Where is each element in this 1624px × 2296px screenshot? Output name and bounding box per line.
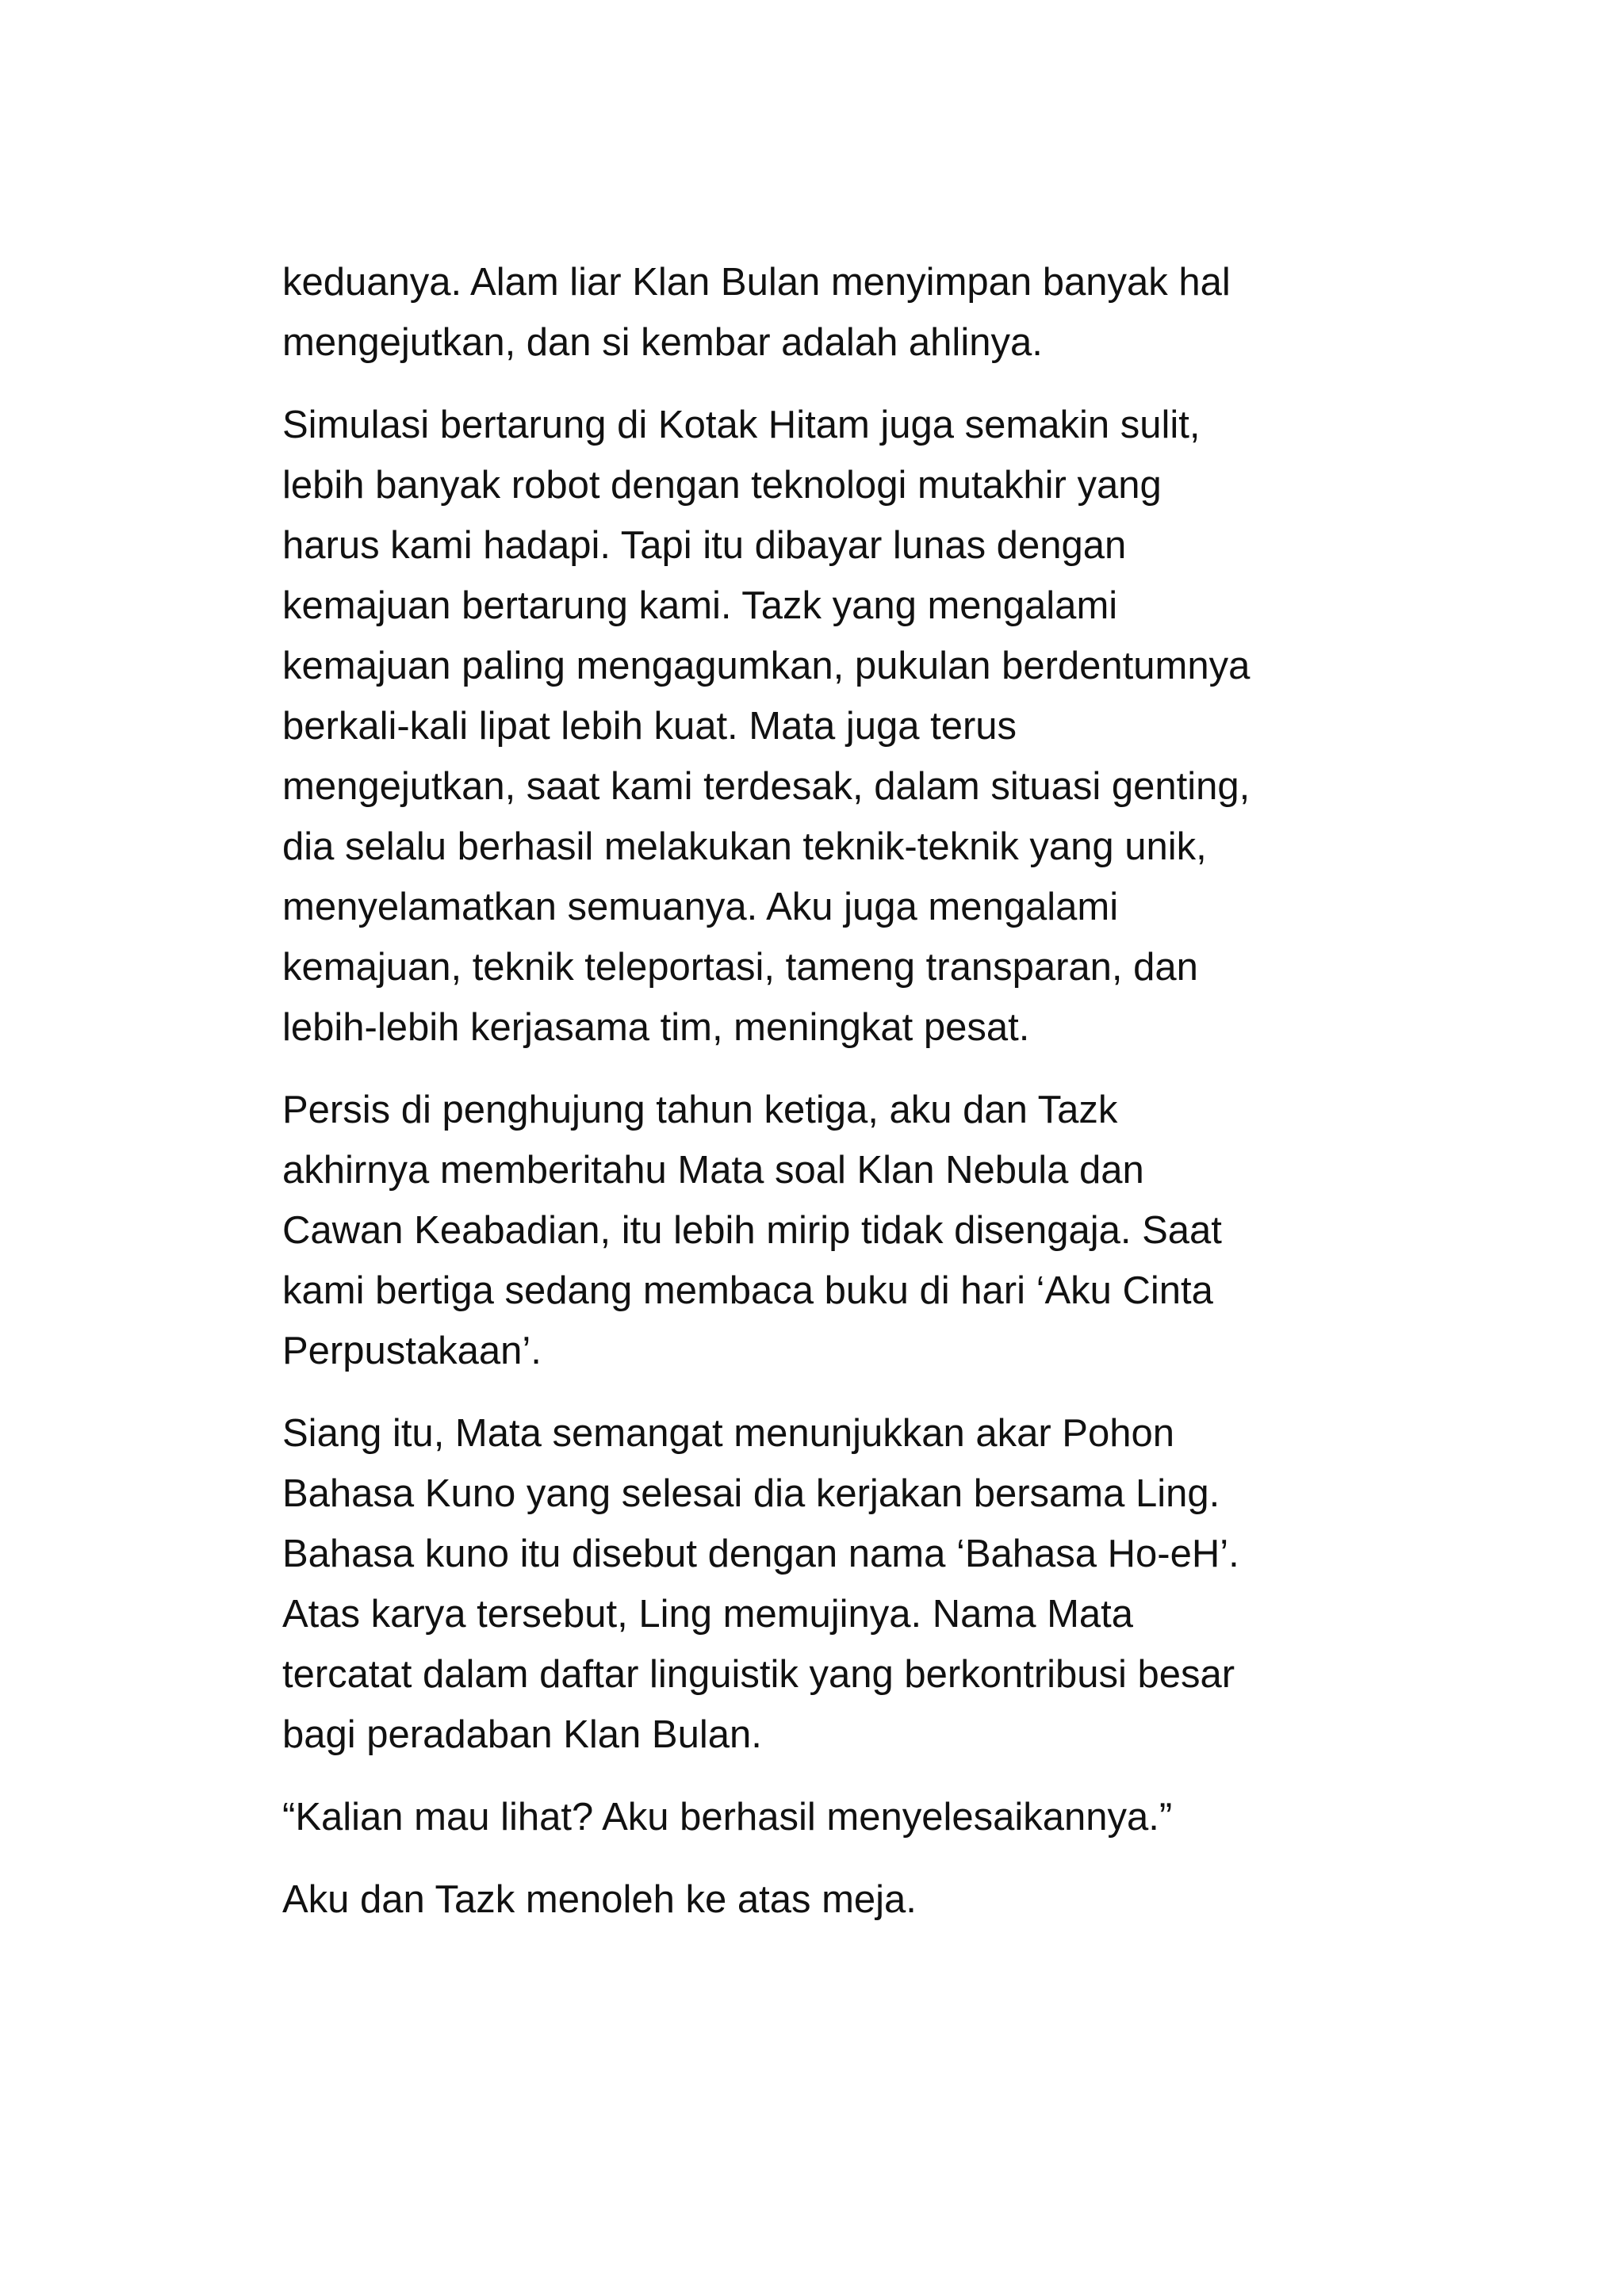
paragraph-5: [282, 1787, 1392, 1847]
text-line: keduanya. Alam liar Klan Bulan menyimpan banyak hal: [282, 261, 1231, 304]
text-line: bagi peradaban Klan Bulan.: [282, 1713, 762, 1756]
paragraph-1: [282, 252, 1392, 373]
paragraph-4: [282, 1403, 1392, 1765]
text-line: Atas karya tersebut, Ling memujinya. Nama Mata: [282, 1593, 1134, 1636]
text-line: kemajuan bertarung kami. Tazk yang mengalami: [282, 584, 1118, 627]
text-line: kami bertiga sedang membaca buku di hari ‘Aku Cinta: [282, 1269, 1213, 1312]
text-line: Aku dan Tazk menoleh ke atas meja.: [282, 1878, 917, 1921]
text-line: kemajuan paling mengagumkan, pukulan berdentumnya: [282, 645, 1251, 687]
text-line: Bahasa Kuno yang selesai dia kerjakan bersama Ling.: [282, 1472, 1220, 1515]
paragraph-2: [282, 395, 1392, 1058]
text-line: tercatat dalam daftar linguistik yang berkontribusi besar: [282, 1653, 1235, 1696]
text-line: Persis di penghujung tahun ketiga, aku dan Tazk: [282, 1089, 1118, 1131]
text-line: Bahasa kuno itu disebut dengan nama ‘Bahasa Ho-eH’.: [282, 1533, 1239, 1575]
text-line: “Kalian mau lihat? Aku berhasil menyelesaikannya.”: [282, 1796, 1173, 1839]
body-text: [282, 252, 1392, 1952]
text-line: mengejutkan, saat kami terdesak, dalam situasi genting,: [282, 765, 1251, 808]
text-line: berkali-kali lipat lebih kuat. Mata juga terus: [282, 705, 1017, 748]
text-line: Simulasi bertarung di Kotak Hitam juga semakin sulit,: [282, 404, 1201, 446]
text-line: kemajuan, teknik teleportasi, tameng transparan, dan: [282, 946, 1198, 989]
text-line: lebih banyak robot dengan teknologi mutakhir yang: [282, 464, 1162, 507]
text-line: harus kami hadapi. Tapi itu dibayar lunas dengan: [282, 524, 1127, 567]
text-line: dia selalu berhasil melakukan teknik-teknik yang unik,: [282, 825, 1207, 868]
paragraph-6: [282, 1869, 1392, 1930]
text-line: Cawan Keabadian, itu lebih mirip tidak disengaja. Saat: [282, 1209, 1222, 1252]
text-line: menyelamatkan semuanya. Aku juga mengalami: [282, 886, 1119, 928]
text-line: Siang itu, Mata semangat menunjukkan akar Pohon: [282, 1412, 1174, 1455]
text-line: Perpustakaan’.: [282, 1330, 542, 1372]
text-line: mengejutkan, dan si kembar adalah ahlinya.: [282, 321, 1043, 364]
text-line: akhirnya memberitahu Mata soal Klan Nebula dan: [282, 1149, 1144, 1192]
text-line: lebih-lebih kerjasama tim, meningkat pesat.: [282, 1006, 1030, 1049]
paragraph-3: [282, 1080, 1392, 1381]
